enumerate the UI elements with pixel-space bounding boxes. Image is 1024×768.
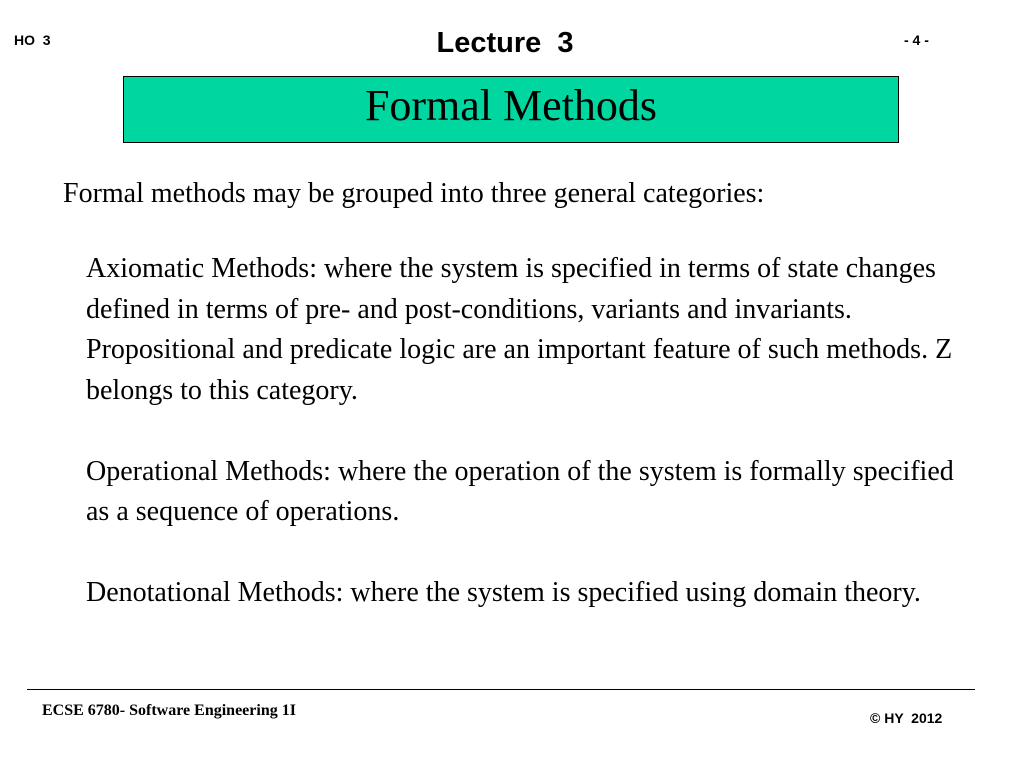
footer-divider (27, 689, 975, 690)
course-label: ECSE 6780- Software Engineering 1I (42, 702, 296, 719)
lecture-title: Lecture 3 (436, 27, 574, 59)
page-number: - 4 - (904, 32, 929, 48)
operational-methods-paragraph: Operational Methods: where the operation of the system is formally specified as a sequence of operations. (86, 455, 954, 527)
axiomatic-methods-paragraph: Axiomatic Methods: where the system is specified in terms of state changes defined in terms of pre- and post-conditions, variants and invariants. Propositional and predicate logic are an important feature of such methods. Z belongs to this category. (86, 253, 953, 406)
categories-list (86, 249, 966, 654)
slide-title: Formal Methods (364, 80, 658, 130)
copyright-label: © HY 2012 (870, 710, 943, 726)
intro-text: Formal methods may be grouped into three general categories: (63, 178, 765, 209)
denotational-methods-paragraph: Denotational Methods: where the system is specified using domain theory. (86, 577, 921, 608)
slide-title-box (123, 76, 899, 143)
handout-label: HO 3 (14, 32, 51, 48)
